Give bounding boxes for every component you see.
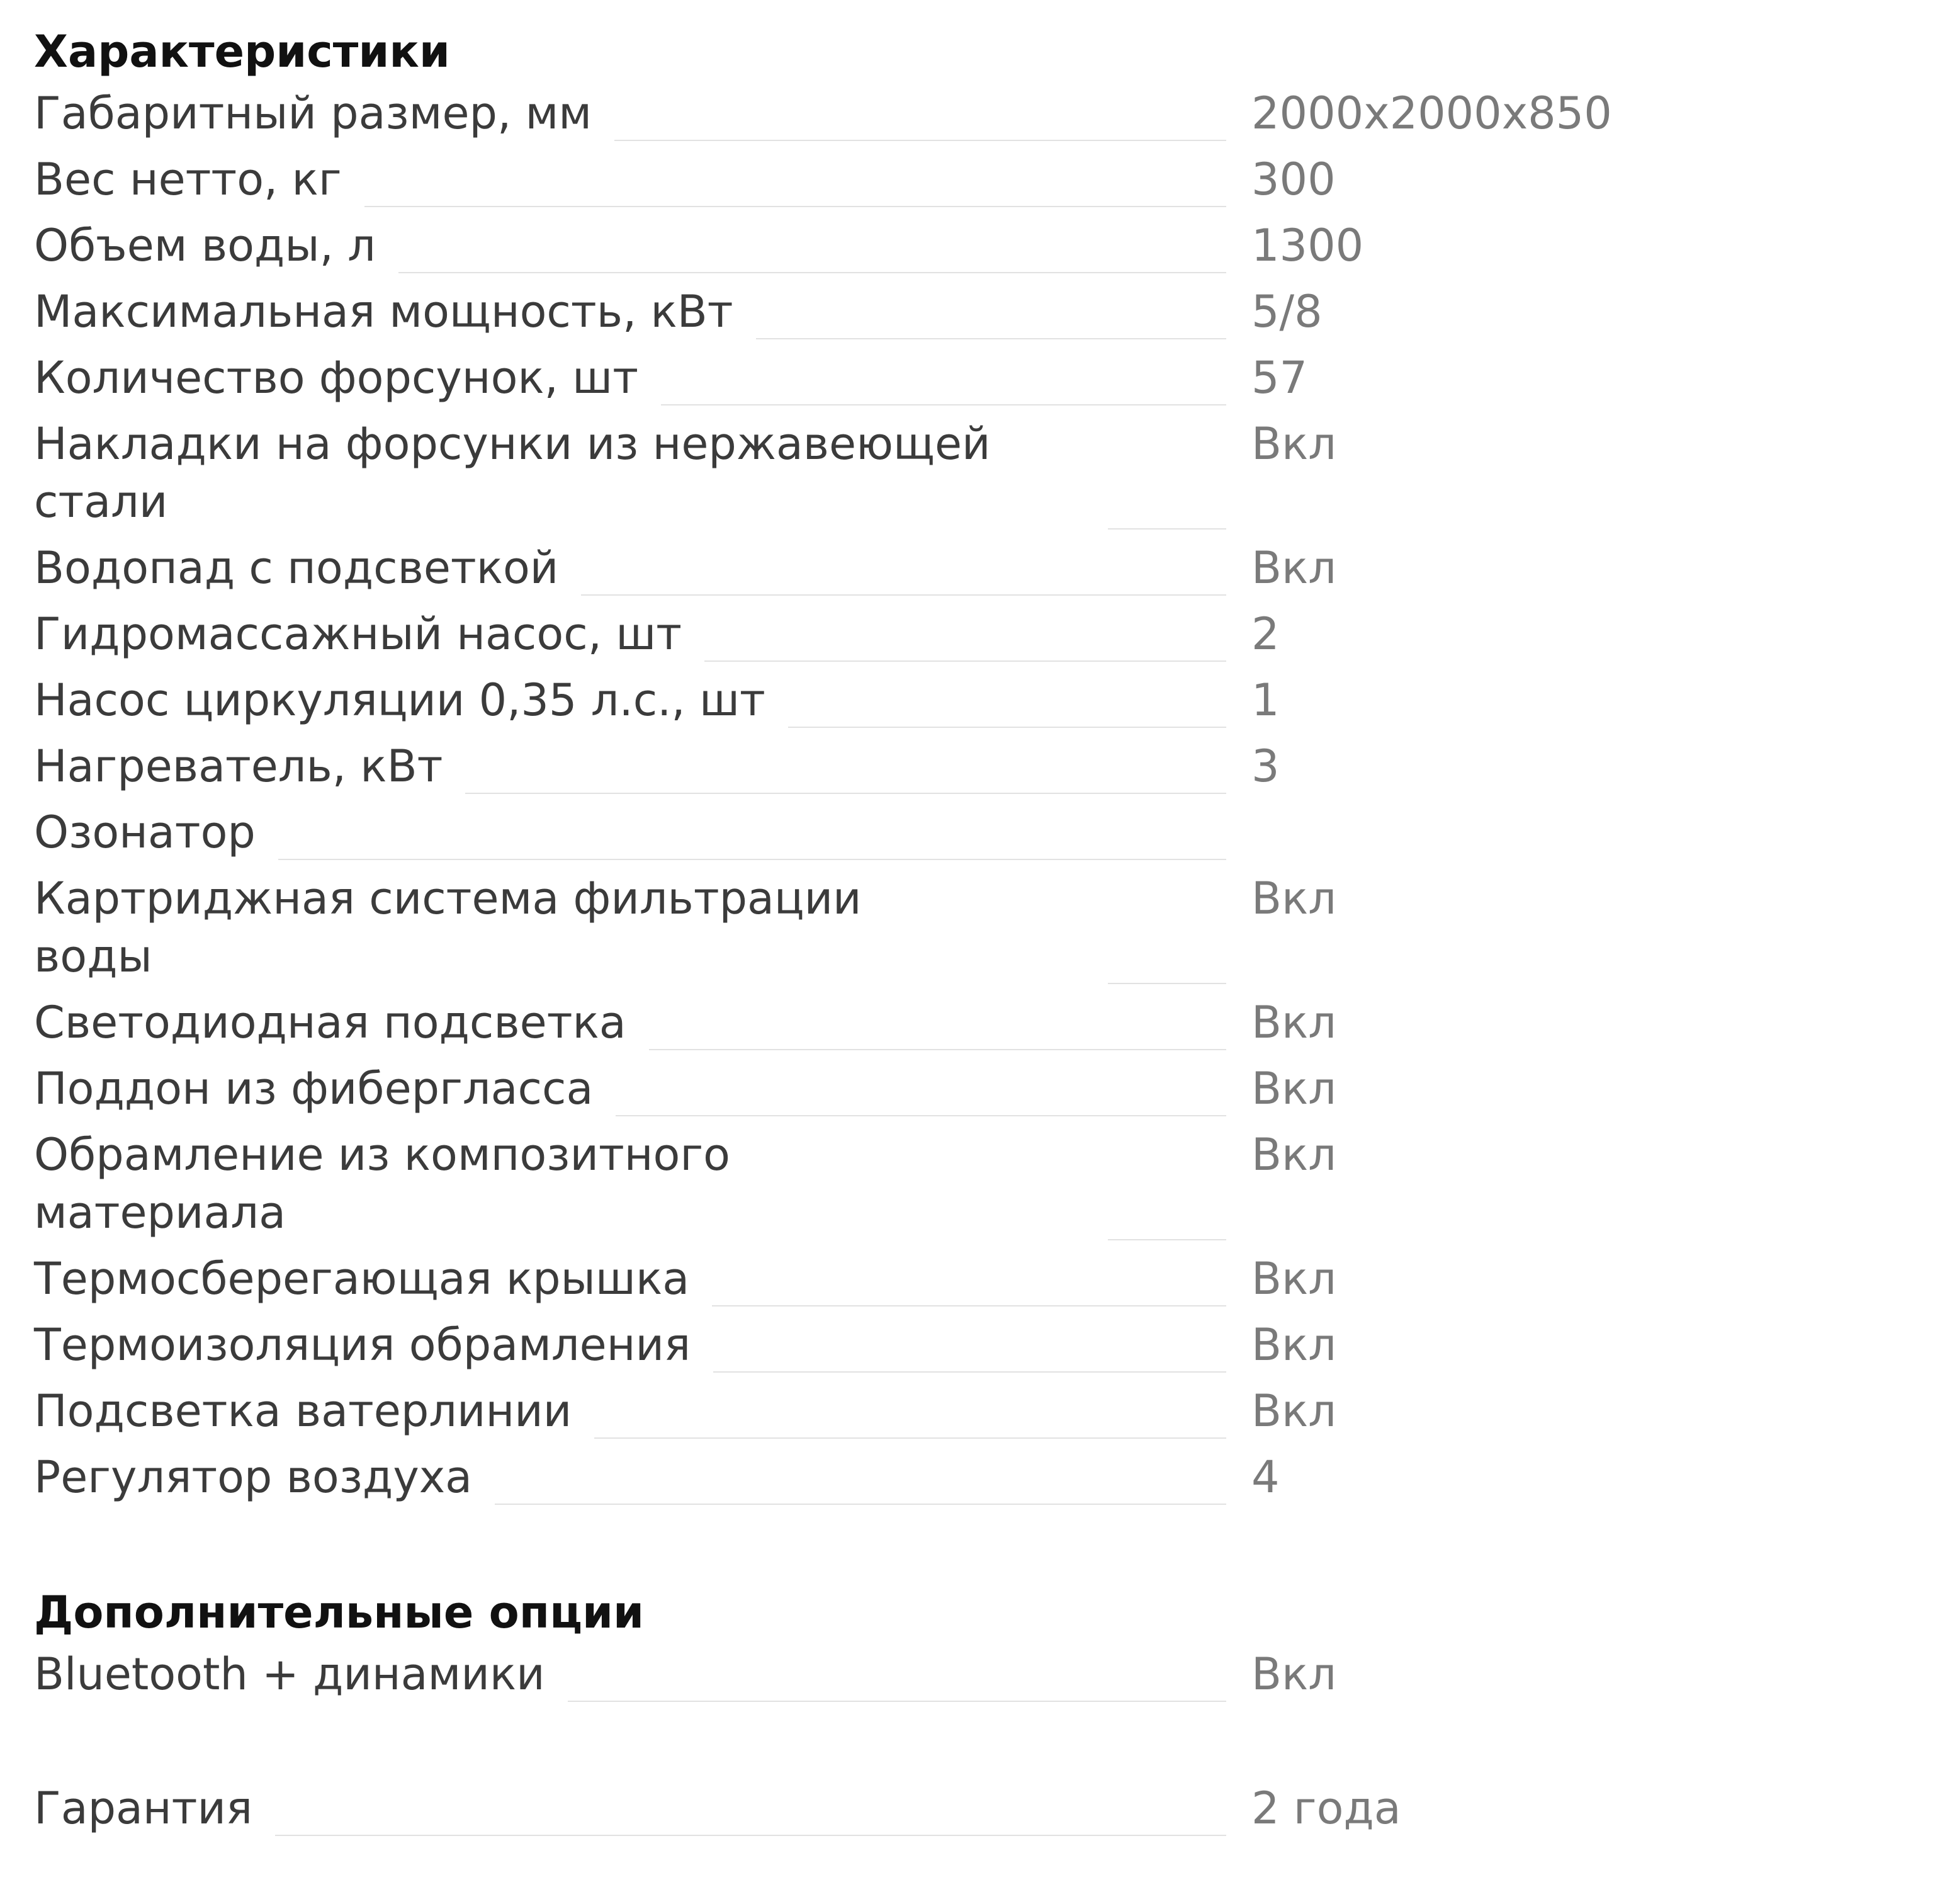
spec-value: Вкл (1251, 1129, 1337, 1181)
spec-label: Гидромассажный насос, шт (34, 608, 682, 660)
spec-label: Подсветка ватерлинии (34, 1385, 572, 1437)
dotted-leader (278, 803, 1226, 860)
dotted-leader (1108, 415, 1226, 530)
spec-label-cell (34, 1779, 1226, 1837)
spec-label-cell (34, 994, 1226, 1051)
spec-row-air-regulator (34, 1448, 1897, 1514)
spec-row-massage-pump (34, 605, 1897, 671)
spec-label: Количество форсунок, шт (34, 352, 639, 404)
spec-label: Регулятор воздуха (34, 1451, 473, 1503)
spec-label-cell (34, 539, 1226, 597)
spec-label-cell (34, 671, 1226, 729)
dotted-leader (495, 1448, 1226, 1505)
spec-value: Вкл (1251, 997, 1337, 1048)
spec-label-cell (34, 1382, 1226, 1440)
spec-value: Вкл (1251, 873, 1337, 924)
spec-label-cell (34, 150, 1226, 208)
dotted-leader (788, 671, 1226, 728)
dotted-leader (756, 283, 1226, 339)
spec-value: Вкл (1251, 1385, 1337, 1437)
warranty-value: 2 года (1251, 1782, 1401, 1834)
spec-label: Термосберегающая крышка (34, 1253, 690, 1305)
spec-value: Вкл (1251, 1253, 1337, 1305)
spec-row-composite-frame (34, 1126, 1897, 1250)
warranty-row (34, 1779, 1897, 1845)
spec-row-net-weight (34, 150, 1897, 217)
dotted-leader (581, 539, 1226, 596)
spec-row-led-lighting (34, 994, 1897, 1060)
spec-row-bluetooth (34, 1645, 1897, 1711)
spec-value: 1 (1251, 674, 1280, 726)
spec-label-cell (34, 349, 1226, 407)
options-heading: Дополнительные опции (34, 1587, 645, 1638)
spec-row-jets-count (34, 349, 1897, 415)
spec-label-cell (34, 283, 1226, 341)
spec-row-max-power (34, 283, 1897, 349)
spec-label: Термоизоляция обрамления (34, 1319, 691, 1371)
spec-label-cell (34, 415, 1226, 531)
spec-value: Вкл (1251, 1648, 1337, 1700)
spec-row-jet-covers (34, 415, 1897, 539)
spec-label-cell (34, 1126, 1226, 1242)
spec-label-cell (34, 1060, 1226, 1118)
spec-row-dimensions (34, 84, 1897, 150)
spec-value: 57 (1251, 352, 1308, 404)
spec-label-cell (34, 217, 1226, 275)
spec-label: Накладки на форсунки из нержавеющей стали (34, 418, 991, 528)
dotted-leader (713, 1316, 1226, 1373)
spec-value: 5/8 (1251, 286, 1323, 337)
dotted-leader (465, 737, 1226, 794)
spec-row-waterline-lighting (34, 1382, 1897, 1448)
spec-row-frame-insulation (34, 1316, 1897, 1382)
spec-label-cell (34, 737, 1226, 795)
dotted-leader (661, 349, 1226, 405)
spec-label: Обрамление из композитного материала (34, 1129, 730, 1238)
dotted-leader (614, 84, 1226, 141)
spec-label-cell (34, 1250, 1226, 1308)
spec-row-filtration (34, 870, 1897, 994)
characteristics-list (34, 84, 1897, 1514)
section-spacer (34, 1711, 1897, 1779)
spec-label: Вес нетто, кг (34, 154, 342, 205)
dotted-leader (1108, 870, 1226, 984)
spec-label-cell (34, 803, 1226, 861)
spec-row-circulation-pump (34, 671, 1897, 737)
dotted-leader (275, 1779, 1226, 1836)
spec-value: Вкл (1251, 542, 1337, 594)
spec-label: Насос циркуляции 0,35 л.с., шт (34, 674, 765, 726)
spec-label: Bluetooth + динамики (34, 1648, 545, 1700)
spec-label-cell (34, 1645, 1226, 1703)
warranty-label: Гарантия (34, 1782, 253, 1834)
spec-label: Максимальная мощность, кВт (34, 286, 733, 337)
spec-value: Вкл (1251, 418, 1337, 470)
spec-value: 4 (1251, 1451, 1280, 1503)
spec-label: Габаритный размер, мм (34, 88, 592, 139)
spec-row-thermal-cover (34, 1250, 1897, 1316)
spec-label: Светодиодная подсветка (34, 997, 626, 1048)
dotted-leader (364, 150, 1226, 207)
options-list (34, 1645, 1897, 1711)
spec-label-cell (34, 84, 1226, 142)
spec-label: Поддон из фибергласса (34, 1063, 594, 1114)
spec-label: Нагреватель, кВт (34, 740, 443, 792)
dotted-leader (712, 1250, 1226, 1306)
spec-label: Картриджная система фильтрации воды (34, 873, 862, 982)
dotted-leader (594, 1382, 1226, 1439)
spec-value: 1300 (1251, 220, 1364, 271)
spec-row-heater (34, 737, 1897, 803)
spec-value: 2000x2000x850 (1251, 88, 1612, 139)
spec-page (34, 19, 1897, 1845)
dotted-leader (616, 1060, 1226, 1116)
spec-row-waterfall (34, 539, 1897, 605)
spec-value: 3 (1251, 740, 1280, 792)
dotted-leader (398, 217, 1226, 273)
spec-label-cell (34, 1316, 1226, 1374)
dotted-leader (704, 605, 1226, 662)
spec-value: Вкл (1251, 1063, 1337, 1114)
spec-label: Объем воды, л (34, 220, 376, 271)
spec-label-cell (34, 605, 1226, 663)
spec-row-ozonator (34, 803, 1897, 870)
characteristics-heading: Характеристики (34, 26, 450, 77)
spec-label-cell (34, 870, 1226, 985)
spec-row-fiberglass-base (34, 1060, 1897, 1126)
spec-value: 2 (1251, 608, 1280, 660)
spec-label-cell (34, 1448, 1226, 1506)
spec-label: Водопад с подсветкой (34, 542, 559, 594)
spec-label: Озонатор (34, 807, 256, 858)
spec-row-water-volume (34, 217, 1897, 283)
dotted-leader (649, 994, 1226, 1050)
spec-value: 300 (1251, 154, 1336, 205)
spec-value: Вкл (1251, 1319, 1337, 1371)
section-spacer (34, 1514, 1897, 1580)
dotted-leader (1108, 1126, 1226, 1240)
dotted-leader (568, 1645, 1226, 1702)
